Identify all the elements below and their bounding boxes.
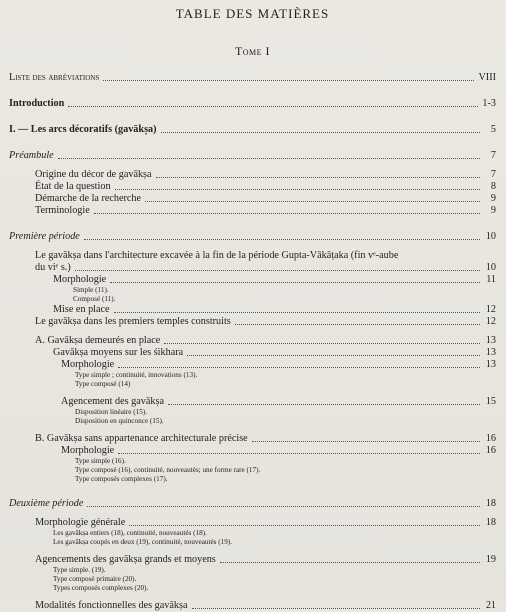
toc-entry: Démarche de la recherche 9 [35, 193, 496, 204]
toc-entry: Première période 10 [9, 231, 496, 242]
toc-entry: Morphologie 11 [53, 274, 496, 285]
toc-entry: Liste des abréviations VIII [9, 72, 496, 83]
toc-entry: Agencements des gavākṣa grands et moyens 19 [35, 554, 496, 565]
toc-subentry: Type composé (14) [75, 380, 131, 388]
page-title: TABLE DES MATIÈRES [175, 6, 330, 21]
toc-entry-line: Le gavākṣa dans l'architecture excavée à la fin de la période Gupta-Vākāṭaka (fin vᵉ-aube [35, 250, 399, 261]
toc-entry: État de la question 8 [35, 181, 496, 192]
toc-entry: Le gavākṣa dans les premiers temples construits 12 [35, 316, 496, 327]
toc-subentry: Type composé primaire (20). [53, 575, 137, 583]
toc-list [9, 72, 496, 612]
toc-entry: Gavākṣa moyens sur les śikhara 13 [53, 347, 496, 358]
toc-entry: du viᵉ s.) 10 [35, 262, 496, 273]
toc-entry: Origine du décor de gavākṣa 7 [35, 169, 496, 180]
toc-entry: Morphologie générale 18 [35, 517, 496, 528]
toc-subentry: Type simple (16). [75, 457, 126, 465]
toc-subentry: Disposition linéaire (15). [75, 408, 148, 416]
toc-entry: Préambule 7 [9, 150, 496, 161]
toc-subentry: Type simple. (19). [53, 566, 106, 574]
toc-subentry: Simple (11). [73, 286, 109, 294]
toc-entry: Terminologie 9 [35, 205, 496, 216]
toc-entry: Deuxième période 18 [9, 498, 496, 509]
toc-subentry: Type composé (16), continuité, nouveautés; une forme rare (17). [75, 466, 261, 474]
toc-subentry: Type composés complexes (17). [75, 475, 168, 483]
toc-subentry: Les gavākṣa coupés en deux (19), continuité, nouveautés (19). [53, 538, 233, 546]
toc-entry: I. — Les arcs décoratifs (gavākṣa) 5 [9, 124, 496, 135]
toc-entry: Agencement des gavākṣa 15 [61, 396, 496, 407]
tome-heading: Tome I [234, 44, 271, 58]
toc-entry: A. Gavākṣa demeurés en place 13 [35, 335, 496, 346]
toc-entry: B. Gavākṣa sans appartenance architecturale précise 16 [35, 433, 496, 444]
toc-entry: Mise en place 12 [53, 304, 496, 315]
toc-entry: Introduction 1-3 [9, 98, 496, 109]
toc-subentry: Les gavākṣa entiers (18), continuité, nouveautés (18). [53, 529, 207, 537]
toc-subentry: Composé (11). [73, 295, 116, 303]
toc-subentry: Disposition en quinconce (15). [75, 417, 164, 425]
toc-subentry: Type simple ; continuité, innovations (13). [75, 371, 198, 379]
toc-subentry: Types composés complexes (20). [53, 584, 149, 592]
toc-entry: Modalités fonctionnelles des gavākṣa 21 [35, 600, 496, 611]
toc-entry: Morphologie 13 [61, 359, 496, 370]
toc-entry: Morphologie 16 [61, 445, 496, 456]
